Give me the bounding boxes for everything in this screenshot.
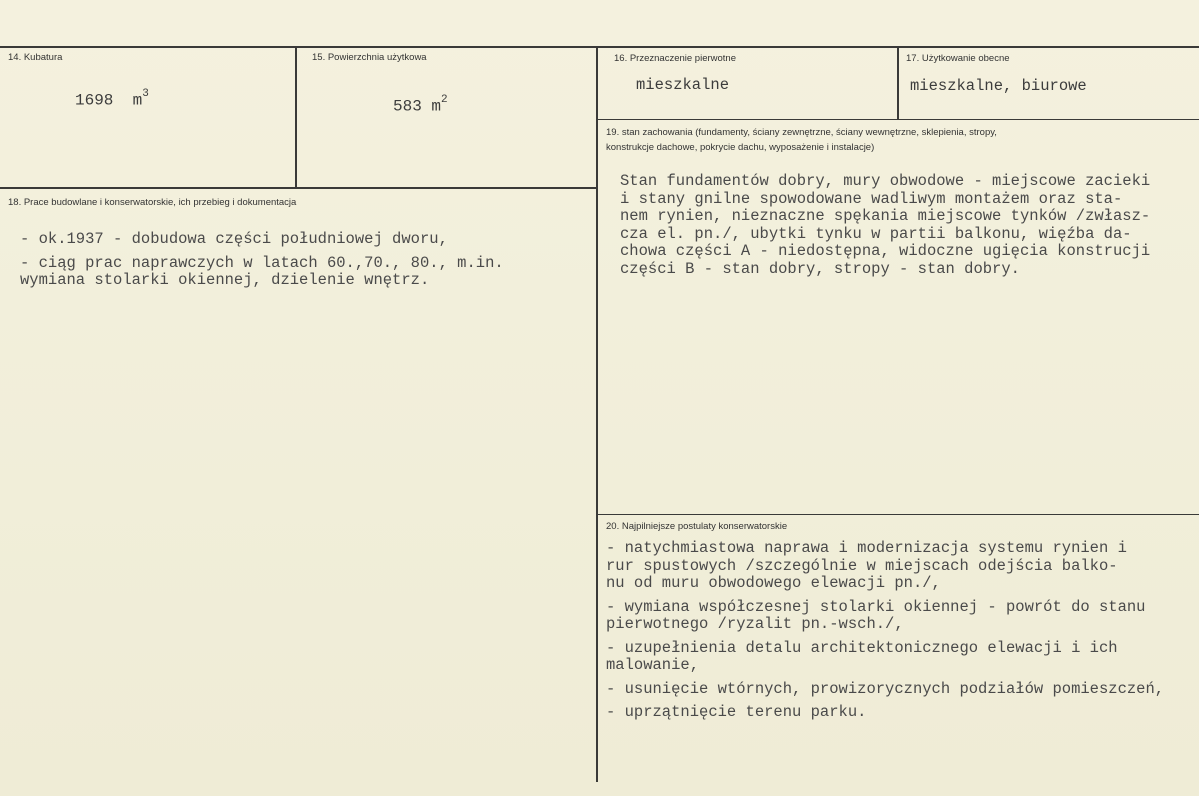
divider-16-17: [897, 47, 899, 119]
rule-under-16-17: [597, 119, 1199, 120]
postulate-item: [606, 599, 1164, 634]
postulate-line: nu od muru obwodowego elewacji pn./,: [606, 574, 941, 592]
field-15-label: 15. Powierzchnia użytkowa: [312, 52, 427, 63]
postulate-line: - natychmiastowa naprawa i modernizacja systemu rynien i: [606, 539, 1127, 557]
field-19-text: [620, 173, 1150, 278]
postulate-item: [606, 704, 1164, 722]
field-18-label: 18. Prace budowlane i konserwatorskie, ich przebieg i dokumentacja: [8, 197, 297, 208]
postulate-item: [606, 681, 1164, 699]
divider-14-15: [295, 47, 297, 187]
divider-left-right: [596, 47, 598, 782]
condition-line: Stan fundamentów dobry, mury obwodowe - miejscowe zacieki: [620, 172, 1151, 190]
postulate-line: malowanie,: [606, 656, 700, 674]
postulate-line: rur spustowych /szczególnie w miejscach odejścia balko-: [606, 556, 1118, 575]
field-17-value: mieszkalne, biurowe: [910, 77, 1087, 95]
top-rule: [0, 46, 1199, 48]
field-18-text: [20, 231, 504, 296]
works-line: wymiana stolarki okiennej, dzielenie wnętrz.: [20, 271, 430, 289]
condition-line: cza el. pn./, ubytki tynku w partii balkonu, więźba da-: [620, 224, 1132, 243]
works-entry: [20, 255, 504, 290]
condition-line: części B - stan dobry, stropy - stan dobry.: [620, 259, 1020, 278]
works-line: - ciąg prac naprawczych w latach 60.,70., 80., m.in.: [20, 253, 504, 272]
kubatura-number: 1698: [75, 91, 114, 110]
field-19-label-line1: 19. stan zachowania (fundamenty, ściany zewnętrzne, ściany wewnętrzne, sklepienia, stropy,: [606, 127, 997, 138]
field-19-label-line2: konstrukcje dachowe, pokrycie dachu, wyposażenie i instalacje): [606, 142, 875, 153]
field-20-list: [606, 540, 1164, 728]
kubatura-exponent: 3: [142, 88, 149, 100]
works-line: - ok.1937 - dobudowa części południowej dworu,: [20, 230, 448, 248]
postulate-line: - uprzątnięcie terenu parku.: [606, 703, 867, 721]
area-number: 583: [393, 97, 422, 116]
field-16-label: 16. Przeznaczenie pierwotne: [614, 53, 736, 64]
condition-line: i stany gnilne spowodowane wadliwym montażem oraz sta-: [620, 189, 1123, 208]
condition-line: chowa części A - niedostępna, widoczne ugięcia konstrucji: [620, 242, 1151, 260]
area-unit: m: [431, 97, 442, 116]
postulate-item: [606, 640, 1164, 675]
postulate-line: - uzupełnienia detalu architektonicznego elewacji i ich: [606, 638, 1118, 657]
postulate-line: pierwotnego /ryzalit pn.-wsch./,: [606, 615, 904, 633]
field-16-value: mieszkalne: [636, 76, 730, 94]
postulate-item: [606, 540, 1164, 593]
works-entry: [20, 231, 504, 249]
rule-under-14-15: [0, 187, 597, 189]
condition-line: nem rynien, nieznaczne spękania miejscowe tynków /zwłasz-: [620, 207, 1151, 225]
field-14-label: 14. Kubatura: [8, 52, 63, 63]
area-exponent: 2: [441, 94, 448, 106]
field-15-value: [393, 96, 448, 115]
kubatura-unit: m: [132, 91, 143, 110]
postulate-line: - wymiana współczesnej stolarki okiennej - powrót do stanu: [606, 597, 1146, 616]
field-20-label: 20. Najpilniejsze postulaty konserwatorskie: [606, 521, 788, 532]
field-17-label: 17. Użytkowanie obecne: [906, 53, 1010, 64]
rule-above-20: [597, 514, 1199, 515]
field-14-value: [75, 90, 149, 109]
postulate-line: - usunięcie wtórnych, prowizorycznych podziałów pomieszczeń,: [606, 679, 1165, 698]
